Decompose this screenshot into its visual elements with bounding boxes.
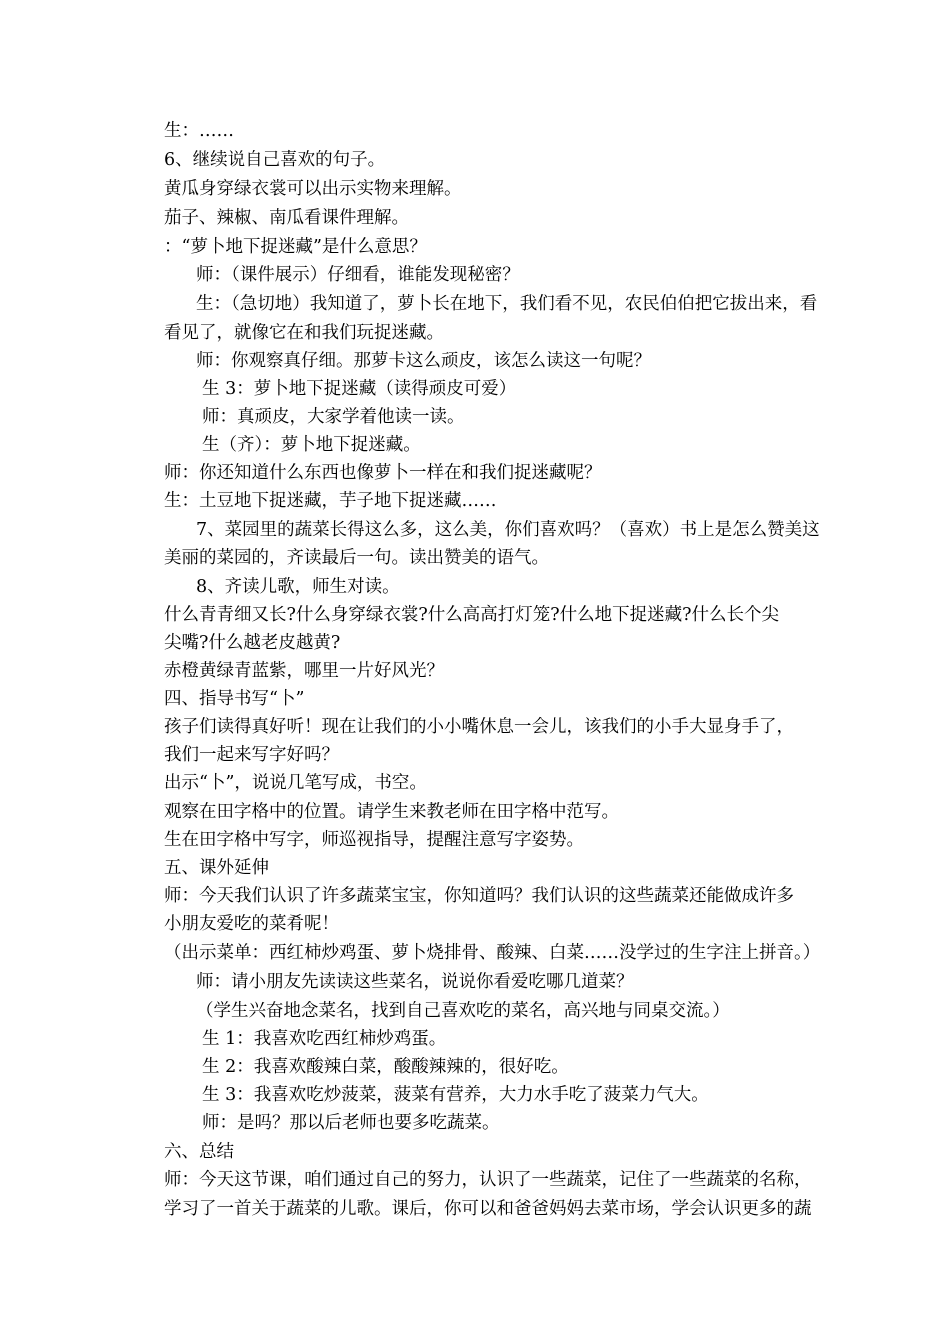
paragraph-line: 我们一起来写字好吗？ bbox=[164, 745, 339, 765]
paragraph-line: 师：（课件展示）仔细看，谁能发现秘密？ bbox=[196, 265, 520, 285]
paragraph-line: 尖嘴?什么越老皮越黄? bbox=[164, 633, 341, 653]
paragraph-line: 美丽的菜园的，齐读最后一句。读出赞美的语气。 bbox=[164, 548, 549, 568]
paragraph-line: 赤橙黄绿青蓝紫，哪里一片好风光？ bbox=[164, 661, 444, 681]
paragraph-line: 小朋友爱吃的菜肴呢！ bbox=[164, 914, 339, 934]
paragraph-line: 师：你观察真仔细。那萝卡这么顽皮，该怎么读这一句呢？ bbox=[196, 351, 651, 371]
paragraph-line: 出示“卜”，说说几笔写成，书空。 bbox=[164, 773, 427, 793]
paragraph-line: 师：请小朋友先读读这些菜名，说说你看爱吃哪几道菜？ bbox=[196, 972, 634, 992]
paragraph-line: 师：今天我们认识了许多蔬菜宝宝，你知道吗？我们认识的这些蔬菜还能做成许多 bbox=[164, 886, 794, 906]
paragraph-line: 6、继续说自己喜欢的句子。 bbox=[164, 150, 386, 170]
paragraph-line: 茄子、辣椒、南瓜看课件理解。 bbox=[164, 208, 409, 228]
paragraph-line: 7、菜园里的蔬菜长得这么多，这么美，你们喜欢吗？（喜欢）书上是怎么赞美这 bbox=[196, 520, 820, 540]
paragraph-line: 师：真顽皮，大家学着他读一读。 bbox=[202, 407, 465, 427]
paragraph-line: 师：你还知道什么东西也像萝卜一样在和我们捉迷藏呢？ bbox=[164, 463, 602, 483]
paragraph-line: 生：…… bbox=[164, 121, 234, 141]
paragraph-line: 观察在田字格中的位置。请学生来教老师在田字格中范写。 bbox=[164, 802, 619, 822]
paragraph-line: （出示菜单：西红柿炒鸡蛋、萝卜烧排骨、酸辣、白菜……没学过的生字注上拼音。） bbox=[164, 943, 821, 963]
paragraph-line: 生在田字格中写字，师巡视指导，提醒注意写字姿势。 bbox=[164, 830, 584, 850]
section-heading: 六、总结 bbox=[164, 1142, 234, 1162]
paragraph-line: 8、齐读儿歌，师生对读。 bbox=[196, 577, 400, 597]
paragraph-line: 生（齐）：萝卜地下捉迷藏。 bbox=[202, 435, 421, 455]
paragraph-line: 生：土豆地下捉迷藏，芋子地下捉迷藏…… bbox=[164, 491, 497, 511]
paragraph-line: （学生兴奋地念菜名，找到自己喜欢吃的菜名，高兴地与同桌交流。） bbox=[196, 1001, 730, 1021]
paragraph-line: 生 3：萝卜地下捉迷藏（读得顽皮可爱） bbox=[202, 379, 517, 399]
section-heading: 五、课外延伸 bbox=[164, 858, 269, 878]
paragraph-line: 生 1：我喜欢吃西红柿炒鸡蛋。 bbox=[202, 1029, 447, 1049]
paragraph-line: 什么青青细又长?什么身穿绿衣裳?什么高高打灯笼?什么地下捉迷藏?什么长个尖 bbox=[164, 605, 780, 625]
paragraph-line: 生 2：我喜欢酸辣白菜，酸酸辣辣的，很好吃。 bbox=[202, 1057, 569, 1077]
paragraph-line: 生：（急切地）我知道了，萝卜长在地下，我们看不见，农民伯伯把它拔出来，看 bbox=[196, 294, 818, 314]
paragraph-line: ：“萝卜地下捉迷藏”是什么意思？ bbox=[164, 237, 427, 257]
paragraph-line: 黄瓜身穿绿衣裳可以出示实物来理解。 bbox=[164, 179, 462, 199]
section-heading: 四、指导书写“卜” bbox=[164, 689, 305, 709]
paragraph-line: 学习了一首关于蔬菜的儿歌。课后，你可以和爸爸妈妈去菜市场，学会认识更多的蔬 bbox=[164, 1199, 812, 1219]
paragraph-line: 生 3：我喜欢吃炒菠菜，菠菜有营养，大力水手吃了菠菜力气大。 bbox=[202, 1085, 709, 1105]
paragraph-line: 师：是吗？那以后老师也要多吃蔬菜。 bbox=[202, 1113, 500, 1133]
paragraph-line: 孩子们读得真好听！现在让我们的小小嘴休息一会儿，该我们的小手大显身手了， bbox=[164, 717, 794, 737]
paragraph-line: 看见了，就像它在和我们玩捉迷藏。 bbox=[164, 323, 444, 343]
paragraph-line: 师：今天这节课，咱们通过自己的努力，认识了一些蔬菜，记住了一些蔬菜的名称， bbox=[164, 1170, 812, 1190]
